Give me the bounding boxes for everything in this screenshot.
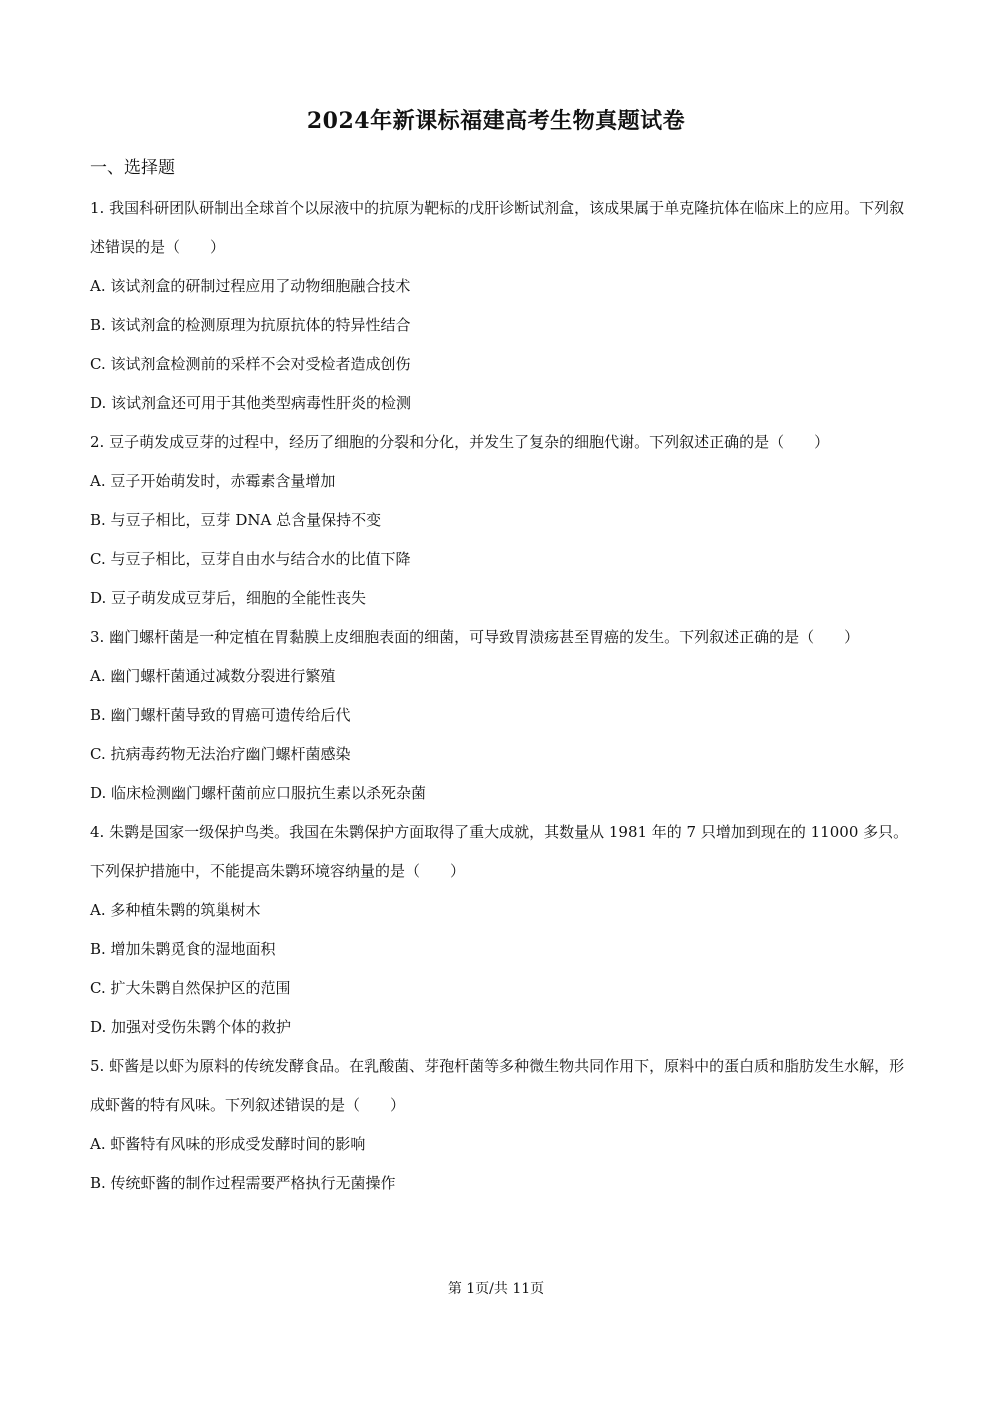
option-d: D. 豆子萌发成豆芽后，细胞的全能性丧失 [90, 589, 367, 607]
question-stem: 5. 虾酱是以虾为原料的传统发酵食品。在乳酸菌、芽孢杆菌等多种微生物共同作用下，原料中的蛋白质和脂肪发生水解，形成虾酱的特有风味。下列叙述错误的是（ ） [90, 1057, 905, 1114]
option-c: C. 抗病毒药物无法治疗幽门螺杆菌感染 [90, 745, 351, 763]
question-block [90, 1047, 910, 1203]
question-stem: 1. 我国科研团队研制出全球首个以尿液中的抗原为靶标的戊肝诊断试剂盒，该成果属于单克隆抗体在临床上的应用。下列叙述错误的是（ ） [90, 199, 905, 256]
question-stem: 4. 朱鹮是国家一级保护鸟类。我国在朱鹮保护方面取得了重大成就，其数量从 1981 年的 7 只增加到现在的 11000 多只。下列保护措施中，不能提高朱鹮环境容纳量的是（ ） [90, 823, 909, 880]
option-c: C. 与豆子相比，豆芽自由水与结合水的比值下降 [90, 550, 411, 568]
page-title: 2024年新课标福建高考生物真题试卷 [306, 108, 686, 134]
option-d: D. 临床检测幽门螺杆菌前应口服抗生素以杀死杂菌 [90, 784, 427, 802]
question-stem: 2. 豆子萌发成豆芽的过程中，经历了细胞的分裂和分化，并发生了复杂的细胞代谢。下列叙述正确的是（ ） [90, 433, 830, 451]
option-a: A. 该试剂盒的研制过程应用了动物细胞融合技术 [90, 277, 411, 295]
option-a: A. 虾酱特有风味的形成受发酵时间的影响 [90, 1135, 366, 1153]
question-block [90, 813, 910, 1047]
option-a: A. 多种植朱鹮的筑巢树木 [90, 901, 261, 919]
question-block [90, 618, 910, 813]
question-block [90, 189, 910, 423]
option-b: B. 传统虾酱的制作过程需要严格执行无菌操作 [90, 1174, 396, 1192]
option-c: C. 该试剂盒检测前的采样不会对受检者造成创伤 [90, 355, 411, 373]
section-heading: 一、选择题 [90, 158, 175, 178]
option-b: B. 幽门螺杆菌导致的胃癌可遗传给后代 [90, 706, 351, 724]
question-block [90, 423, 910, 618]
option-a: A. 幽门螺杆菌通过减数分裂进行繁殖 [90, 667, 336, 685]
question-stem: 3. 幽门螺杆菌是一种定植在胃黏膜上皮细胞表面的细菌，可导致胃溃疡甚至胃癌的发生。下列叙述正确的是（ ） [90, 628, 860, 646]
option-b: B. 增加朱鹮觅食的湿地面积 [90, 940, 276, 958]
option-d: D. 该试剂盒还可用于其他类型病毒性肝炎的检测 [90, 394, 412, 412]
option-b: B. 该试剂盒的检测原理为抗原抗体的特异性结合 [90, 316, 411, 334]
question-list [90, 189, 910, 1203]
option-b: B. 与豆子相比，豆芽 DNA 总含量保持不变 [90, 511, 382, 529]
page-number: 第 1页/共 11页 [447, 1281, 545, 1297]
option-d: D. 加强对受伤朱鹮个体的救护 [90, 1018, 292, 1036]
option-a: A. 豆子开始萌发时，赤霉素含量增加 [90, 472, 336, 490]
option-c: C. 扩大朱鹮自然保护区的范围 [90, 979, 291, 997]
